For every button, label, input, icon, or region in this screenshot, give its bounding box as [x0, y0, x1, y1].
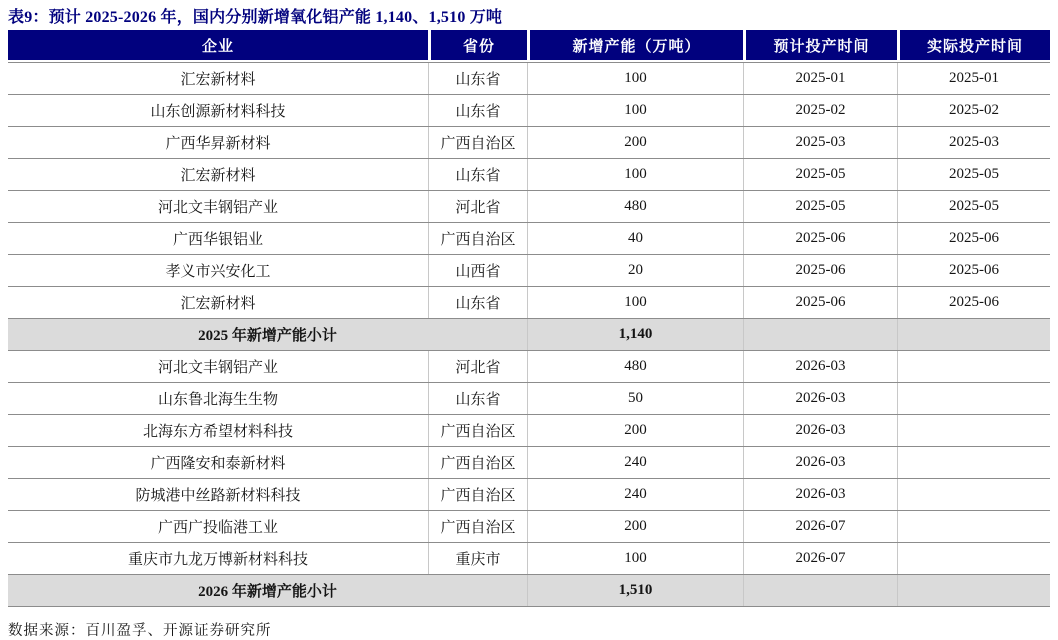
expected-date-cell: 2025-05	[743, 159, 897, 190]
subtotal-capacity-cell: 1,510	[527, 575, 743, 606]
company-cell: 河北文丰钢铝产业	[157, 200, 278, 216]
column-header-4: 实际投产时间	[897, 30, 1050, 60]
actual-date-cell	[897, 511, 1050, 542]
table-row	[8, 127, 1050, 159]
actual-date-cell: 2025-03	[897, 127, 1050, 158]
actual-date-cell	[897, 447, 1050, 478]
expected-date-cell: 2025-01	[743, 63, 897, 94]
capacity-cell: 480	[527, 351, 743, 382]
company-cell: 广西华昇新材料	[165, 136, 271, 152]
expected-date-cell: 2026-07	[743, 543, 897, 574]
subtotal-row	[8, 319, 1050, 351]
expected-date-cell: 2025-02	[743, 95, 897, 126]
expected-date-cell: 2025-05	[743, 191, 897, 222]
expected-date-cell: 2025-06	[743, 223, 897, 254]
expected-date-cell: 2025-06	[743, 255, 897, 286]
table-row	[8, 351, 1050, 383]
capacity-cell: 200	[527, 127, 743, 158]
table-header-row	[8, 30, 1050, 60]
table-title: 表9：预计 2025-2026 年，国内分别新增氧化铝产能 1,140、1,510 万吨	[8, 9, 503, 26]
province-cell: 山东省	[428, 63, 527, 94]
subtotal-label-cell: 2026 年新增产能小计	[198, 584, 337, 600]
province-cell: 广西自治区	[428, 447, 527, 478]
capacity-cell: 40	[527, 223, 743, 254]
capacity-cell: 100	[527, 543, 743, 574]
company-cell: 广西华银铝业	[172, 232, 263, 248]
table-row	[8, 255, 1050, 287]
capacity-cell: 20	[527, 255, 743, 286]
table-row	[8, 447, 1050, 479]
actual-date-cell: 2025-06	[897, 255, 1050, 286]
province-cell: 广西自治区	[428, 223, 527, 254]
table-row	[8, 287, 1050, 319]
capacity-cell: 240	[527, 447, 743, 478]
province-cell: 广西自治区	[428, 127, 527, 158]
expected-date-cell: 2026-07	[743, 511, 897, 542]
capacity-cell: 100	[527, 287, 743, 318]
capacity-cell: 100	[527, 159, 743, 190]
subtotal-actual-cell	[897, 319, 1050, 350]
subtotal-actual-cell	[897, 575, 1050, 606]
capacity-cell: 100	[527, 63, 743, 94]
table-row	[8, 63, 1050, 95]
expected-date-cell: 2026-03	[743, 415, 897, 446]
capacity-cell: 480	[527, 191, 743, 222]
province-cell: 山东省	[428, 95, 527, 126]
expected-date-cell: 2026-03	[743, 447, 897, 478]
actual-date-cell	[897, 383, 1050, 414]
expected-date-cell: 2025-03	[743, 127, 897, 158]
expected-date-cell: 2026-03	[743, 351, 897, 382]
province-cell: 河北省	[428, 191, 527, 222]
province-cell: 山西省	[428, 255, 527, 286]
subtotal-expected-cell	[743, 575, 897, 606]
data-source-note: 数据来源：百川盈孚、开源证券研究所	[8, 623, 272, 639]
province-cell: 山东省	[428, 383, 527, 414]
column-header-2: 新增产能（万吨）	[527, 30, 743, 60]
company-cell: 山东鲁北海生生物	[157, 392, 278, 408]
table-row	[8, 415, 1050, 447]
subtotal-expected-cell	[743, 319, 897, 350]
province-cell: 重庆市	[428, 543, 527, 574]
actual-date-cell: 2025-05	[897, 191, 1050, 222]
province-cell: 山东省	[428, 159, 527, 190]
capacity-cell: 100	[527, 95, 743, 126]
actual-date-cell	[897, 543, 1050, 574]
subtotal-row	[8, 575, 1050, 607]
column-header-3: 预计投产时间	[743, 30, 897, 60]
actual-date-cell	[897, 415, 1050, 446]
subtotal-capacity-cell: 1,140	[527, 319, 743, 350]
expected-date-cell: 2026-03	[743, 383, 897, 414]
province-cell: 广西自治区	[428, 415, 527, 446]
expected-date-cell: 2026-03	[743, 479, 897, 510]
actual-date-cell: 2025-01	[897, 63, 1050, 94]
company-cell: 防城港中丝路新材料科技	[135, 488, 301, 504]
company-cell: 汇宏新材料	[180, 296, 256, 312]
actual-date-cell: 2025-05	[897, 159, 1050, 190]
actual-date-cell	[897, 351, 1050, 382]
company-cell: 广西广投临港工业	[157, 520, 278, 536]
company-cell: 广西隆安和泰新材料	[150, 456, 286, 472]
capacity-cell: 50	[527, 383, 743, 414]
actual-date-cell: 2025-02	[897, 95, 1050, 126]
company-cell: 汇宏新材料	[180, 168, 256, 184]
province-cell: 山东省	[428, 287, 527, 318]
subtotal-label-cell: 2025 年新增产能小计	[198, 328, 337, 344]
province-cell: 广西自治区	[428, 479, 527, 510]
capacity-cell: 240	[527, 479, 743, 510]
table-row	[8, 159, 1050, 191]
column-header-1: 省份	[428, 30, 527, 60]
expected-date-cell: 2025-06	[743, 287, 897, 318]
table-row	[8, 223, 1050, 255]
company-cell: 汇宏新材料	[180, 72, 256, 88]
capacity-table	[8, 30, 1050, 607]
table-row	[8, 543, 1050, 575]
province-cell: 河北省	[428, 351, 527, 382]
table-row	[8, 191, 1050, 223]
actual-date-cell	[897, 479, 1050, 510]
table-row	[8, 95, 1050, 127]
capacity-cell: 200	[527, 511, 743, 542]
table-row	[8, 479, 1050, 511]
company-cell: 重庆市九龙万博新材料科技	[127, 552, 308, 568]
capacity-cell: 200	[527, 415, 743, 446]
province-cell: 广西自治区	[428, 511, 527, 542]
company-cell: 孝义市兴安化工	[165, 264, 271, 280]
actual-date-cell: 2025-06	[897, 287, 1050, 318]
company-cell: 河北文丰钢铝产业	[157, 360, 278, 376]
actual-date-cell: 2025-06	[897, 223, 1050, 254]
table-body	[8, 62, 1050, 607]
table-row	[8, 383, 1050, 415]
column-header-0: 企业	[8, 30, 428, 60]
company-cell: 北海东方希望材料科技	[142, 424, 293, 440]
company-cell: 山东创源新材料科技	[150, 104, 286, 120]
table-row	[8, 511, 1050, 543]
